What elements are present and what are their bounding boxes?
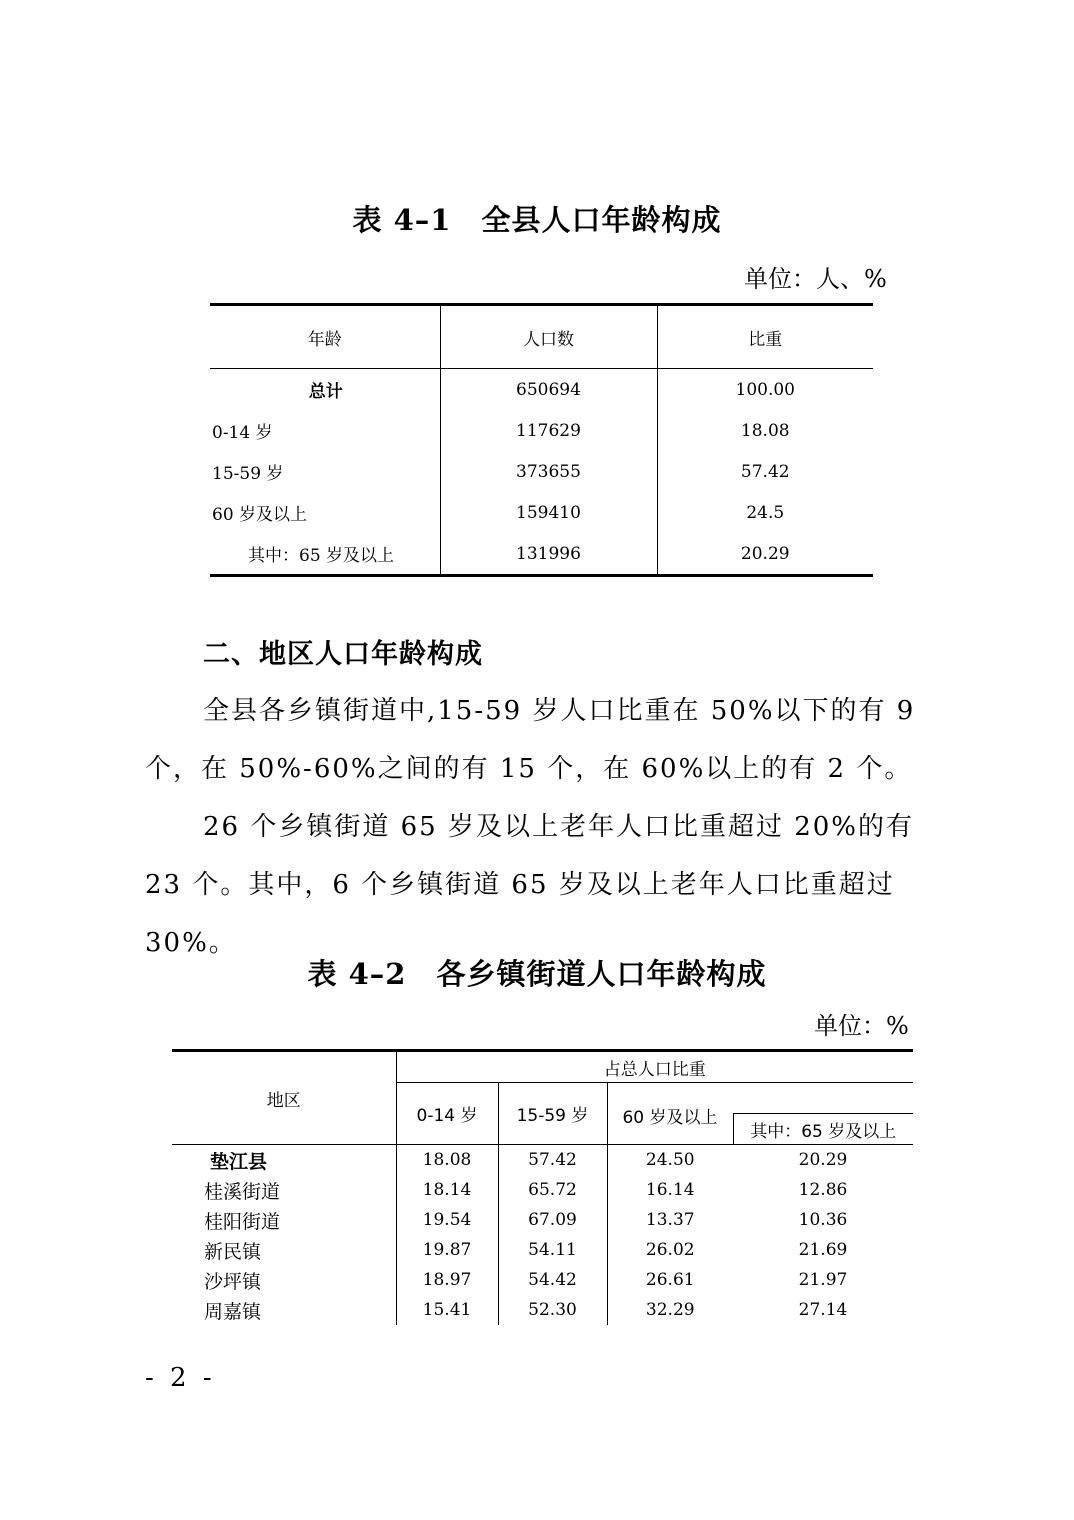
- table2-row: [172, 1145, 913, 1176]
- table2-cell: 54.42: [498, 1265, 607, 1295]
- table2-cell: 24.50: [607, 1145, 733, 1176]
- table1-row-share: 24.5: [657, 492, 873, 533]
- table1-row-count: 373655: [440, 451, 657, 492]
- table1-row-share: 100.00: [657, 369, 873, 411]
- table2-cell: 21.69: [798, 1240, 848, 1260]
- table2-row: [172, 1205, 913, 1235]
- table1-header-share: 比重: [657, 305, 873, 369]
- table2-row-region: 垫江县: [210, 1150, 268, 1173]
- table2-row-region: 沙坪镇: [204, 1270, 262, 1293]
- table1-header-age: 年龄: [210, 305, 440, 369]
- table2-cell: 18.97: [396, 1265, 498, 1295]
- table1-row-label: 0-14 岁: [212, 423, 273, 443]
- table2-cell: 16.14: [607, 1175, 733, 1205]
- table2-header-col: 15-59 岁: [498, 1083, 607, 1145]
- table2-row-region: 新民镇: [204, 1240, 262, 1263]
- table2-cell: 54.11: [498, 1235, 607, 1265]
- table1-row-share: 20.29: [657, 533, 873, 576]
- table2-cell: 52.30: [498, 1295, 607, 1325]
- table2-cell: 15.41: [396, 1295, 498, 1325]
- table2-cell: 32.29: [607, 1295, 733, 1325]
- table2-row: [172, 1265, 913, 1295]
- paragraph: 26 个乡镇街道 65 岁及以上老年人口比重超过 20%的有 23 个。其中，6 个乡镇街道 65 岁及以上老年人口比重超过 30%。: [145, 812, 915, 958]
- table1-header-row: [210, 305, 873, 369]
- paragraph: 全县各乡镇街道中,15-59 岁人口比重在 50%以下的有 9 个，在 50%-60%之间的有 15 个，在 60%以上的有 2 个。: [145, 696, 916, 784]
- table2-header-spacer: [733, 1083, 913, 1114]
- table1-header-count: 人口数: [440, 305, 657, 369]
- table1-row: [210, 369, 873, 411]
- table2-header-row: [172, 1051, 913, 1083]
- table2-cell: 67.09: [498, 1205, 607, 1235]
- table1-row-count: 159410: [440, 492, 657, 533]
- table1-row-count: 650694: [440, 369, 657, 411]
- table2-cell: 57.42: [498, 1145, 607, 1176]
- table2-cell: 12.86: [798, 1180, 848, 1200]
- table2-row-region: 桂溪街道: [204, 1180, 281, 1203]
- table2-unit: 单位：%: [814, 1012, 909, 1040]
- table2-cell: 26.02: [607, 1235, 733, 1265]
- table2-cell: 18.14: [396, 1175, 498, 1205]
- table2-header-region: 地区: [172, 1051, 396, 1145]
- table1-row-label: 其中：65 岁及以上: [248, 546, 395, 566]
- table1-row: [210, 451, 873, 492]
- table2-cell: 18.08: [396, 1145, 498, 1176]
- table1-row-label: 15-59 岁: [212, 464, 284, 484]
- table1-unit: 单位：人、%: [744, 265, 887, 293]
- table2-cell: 65.72: [498, 1175, 607, 1205]
- table1-title: 表 4–1 全县人口年龄构成: [352, 203, 722, 237]
- table1: [210, 303, 873, 577]
- table2: [172, 1049, 913, 1325]
- table2-cell: 27.14: [798, 1300, 848, 1320]
- table1-row-count: 117629: [440, 410, 657, 451]
- table2-row: [172, 1295, 913, 1325]
- table2-header-col: 0-14 岁: [396, 1083, 498, 1145]
- table1-row-label: 总计: [308, 382, 343, 402]
- table2-row-region: 桂阳街道: [204, 1210, 281, 1233]
- table2-cell: 26.61: [607, 1265, 733, 1295]
- table2-cell: 20.29: [798, 1150, 848, 1170]
- page-number: - 2 -: [145, 1363, 216, 1393]
- table2-cell: 13.37: [607, 1205, 733, 1235]
- table1-row: [210, 492, 873, 533]
- table1-row-count: 131996: [440, 533, 657, 576]
- table1-row-share: 57.42: [657, 451, 873, 492]
- section-heading: 二、地区人口年龄构成: [203, 639, 483, 670]
- table1-row: [210, 410, 873, 451]
- table2-title: 表 4–2 各乡镇街道人口年龄构成: [307, 957, 767, 991]
- table2-cell: 19.87: [396, 1235, 498, 1265]
- table1-row-share: 18.08: [657, 410, 873, 451]
- table2-header-group: 占总人口比重: [396, 1051, 913, 1083]
- table2-cell: 21.97: [798, 1270, 848, 1290]
- table1-row-label: 60 岁及以上: [212, 505, 308, 525]
- table2-cell: 19.54: [396, 1205, 498, 1235]
- table2-header-col: 60 岁及以上: [607, 1083, 733, 1145]
- table1-row: [210, 533, 873, 576]
- table2-header-col: 其中：65 岁及以上: [733, 1114, 913, 1145]
- table2-row: [172, 1175, 913, 1205]
- table2-cell: 10.36: [798, 1210, 848, 1230]
- table2-row-region: 周嘉镇: [204, 1300, 262, 1323]
- table2-row: [172, 1235, 913, 1265]
